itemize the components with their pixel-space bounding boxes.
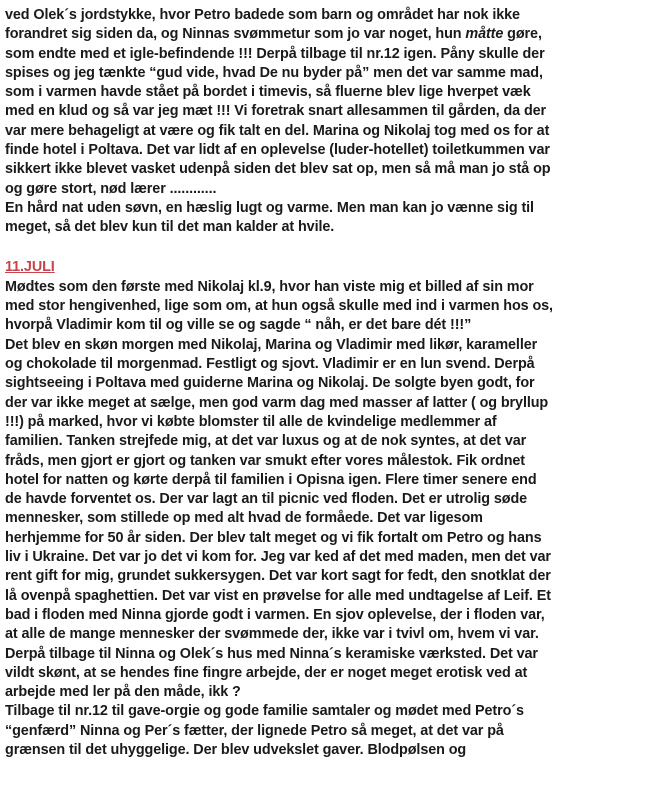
paragraph-gap [5, 238, 666, 258]
date-heading: 11.JULI [5, 258, 55, 275]
text-line: finde hotel i Poltava. Det var lidt af en oplevelse (luder-hotellet) toiletkummen var [5, 142, 550, 159]
text-line: sightseeing i Poltava med guiderne Marina og Nikolaj. De solgte byen godt, for [5, 375, 535, 392]
text-line: som endte med et igle-befindende !!! Derpå tilbage til nr.12 igen. Påny skulle der [5, 45, 545, 62]
text-line: Derpå tilbage til Ninna og Olek´s hus med Ninna´s keramiske værksted. Det var [5, 645, 538, 662]
text-line: !!!) på marked, hvor vi købte blomster til alle de kvindelige medlemmer af [5, 413, 497, 430]
text-line: ved Olek´s jordstykke, hvor Petro badede som barn og området har nok ikke [5, 7, 520, 23]
text-line: var mere behageligt at være og fik talt en del. Marina og Nikolaj tog med os for at [5, 122, 550, 139]
text-line: der var ikke meget at sælge, men god varm dag med masser af latter ( og bryllup [5, 394, 549, 411]
text-line: liv i Ukraine. Det var jo det vi kom for. Jeg var ked af det med maden, men det var [5, 549, 551, 566]
text-line: Tilbage til nr.12 til gave-orgie og gode familie samtaler og mødet med Petro´s [5, 703, 524, 720]
text-line: med en klud og så var jeg mæt !!! Vi foretrak snart allesammen til gården, da der [5, 103, 547, 120]
text-line: sikkert ikke blevet vasket udenpå siden det blev sat op, men så må man jo stå op [5, 161, 551, 178]
text-line: bad i floden med Ninna gjorde godt i varmen. En sjov oplevelse, der i floden var, [5, 606, 545, 623]
text-line: mennesker, som stillede op med alt hvad de formåede. Det var ligesom [5, 510, 483, 527]
text-line: Det blev en skøn morgen med Nikolaj, Marina og Vladimir med likør, karameller [5, 336, 538, 353]
text-line: hvorpå Vladimir kom til og ville se og sagde “ nåh, er det bare dét !!!” [5, 317, 472, 334]
text-line: at alle de mange mennesker der svømmede der, ikke var i tvivl om, hvem vi var. [5, 626, 539, 643]
text-line: En hård nat uden søvn, en hæslig lugt og varme. Men man kan jo vænne sig til [5, 199, 534, 216]
emphasized-word: måtte [465, 26, 504, 43]
text-line: grænsen til det uhyggelige. Der blev udvekslet gaver. Blodpølsen og [5, 741, 467, 758]
text-line: med stor hengivenhed, lige som om, at hun også skulle med ind i varmen hos os, [5, 298, 553, 315]
text-line: lå ovenpå spaghettien. Det var vist en prøvelse for alle med undtagelse af Leif. Et [5, 587, 551, 604]
text-line: herhjemme for 50 år siden. Der blev talt meget og vi fik fortalt om Petro og hans [5, 529, 542, 546]
text-line: meget, så det blev kun til det man kalder at hvile. [5, 219, 335, 236]
text-line: de havde forventet os. Der var lagt an til picnic ved floden. Det er utrolig søde [5, 491, 528, 508]
text-line: Mødtes som den første med Nikolaj kl.9, hvor han viste mig et billed af sin mor [5, 278, 534, 295]
text-line: spises og jeg tænkte “gud vide, hvad De nu byder på” men det var samme mad, [5, 64, 543, 81]
text-line: “genfærd” Ninna og Per´s fætter, der lignede Petro så meget, at det var på [5, 722, 504, 739]
text-fragment: gøre, [503, 26, 542, 43]
paragraph-july-11 [5, 278, 666, 760]
text-line: fråds, men gjort er gjort og tanken var smukt efter vores målestok. Fik ordnet [5, 452, 525, 469]
text-line: familien. Tanken strejfede mig, at det var luxus og at de nok syntes, at det var [5, 433, 527, 450]
text-fragment: forandret sig siden da, og Ninnas svømmetur som jo var noget, hun [5, 26, 466, 43]
text-line: og gøre stort, nød lærer ............ [5, 180, 217, 197]
text-line: vildt skønt, at se hendes fine fingre arbejde, der er noget meget erotisk ved at [5, 664, 528, 681]
text-line: og chokolade til morgenmad. Festligt og sjovt. Vladimir er en lun svend. Derpå [5, 356, 535, 373]
text-line: arbejde med ler på den måde, ikk ? [5, 684, 241, 701]
text-line: hotel for natten og kørte derpå til familien i Opisna igen. Flere timer senere end [5, 471, 537, 488]
text-line [5, 25, 666, 44]
text-line: som i varmen havde stået på bordet i timevis, så fluerne blev lige hverpet væk [5, 84, 531, 101]
paragraph-july-10 [5, 6, 666, 238]
text-line: rent gift for mig, grundet sukkersygen. Det var kort sagt for fedt, den snotklat der [5, 568, 551, 585]
